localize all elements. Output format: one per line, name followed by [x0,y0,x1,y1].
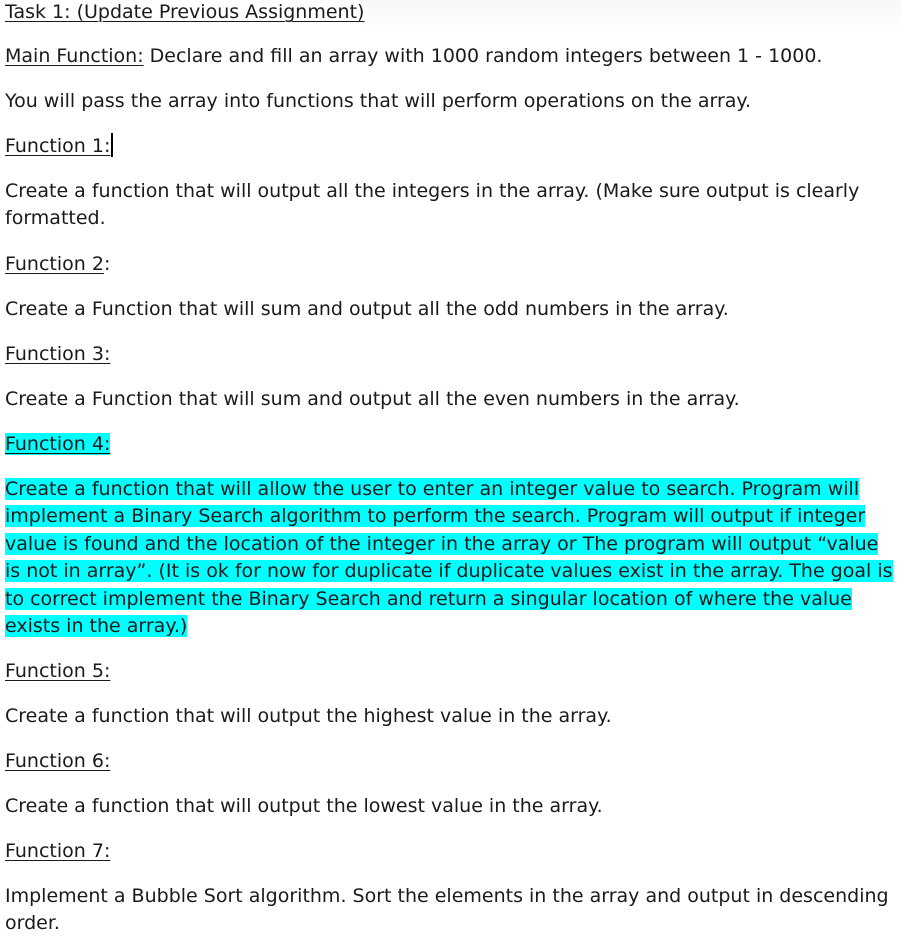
function-7-description: Implement a Bubble Sort algorithm. Sort the elements in the array and output in descending order. [5,885,889,935]
function-6-description: Create a function that will output the lowest value in the array. [5,795,603,817]
task-title-text: Task 1: (Update Previous Assignment) [5,1,365,23]
function-2-heading [5,251,110,278]
function-1-description: Create a function that will output all the integers in the array. (Make sure output is clearly formatted. [5,180,860,230]
function-1-heading [5,133,113,160]
main-function-label: Main Function: [5,45,144,67]
text-cursor [111,133,113,157]
task-title [5,0,364,26]
function-2-suffix: : [103,253,111,275]
main-function-text: Declare and fill an array with 1000 random integers between 1 - 1000. [143,45,823,67]
function-2-description: Create a Function that will sum and output all the odd numbers in the array. [5,298,729,320]
page-edge-shade [361,0,901,30]
function-4-heading [5,431,110,458]
intro-text: You will pass the array into functions that will perform operations on the array. [5,90,751,112]
function-4-label: Function 4: [5,433,111,455]
function-3-label: Function 3: [5,343,111,365]
function-3-description: Create a Function that will sum and output all the even numbers in the array. [5,388,740,410]
function-6-heading [5,748,110,775]
function-1-suffix: : [103,135,111,157]
function-4-description [5,476,897,640]
main-function-line [5,43,822,70]
function-3-heading [5,341,110,368]
function-1-label: Function 1 [5,135,104,157]
function-2-label: Function 2 [5,253,104,275]
function-7-label: Function 7: [5,840,111,862]
function-7-heading [5,838,110,865]
function-4-description-text: Create a function that will allow the user to enter an integer value to search. Program will implement a Binary Search algorithm to perform the search. Program will output if integer value is found and the location of the integer in the array or The program will output “value is not in array”. (It is ok for now for duplicate if duplicate values exist in the array. The goal is to correct implement the Binary Search and return a singular location of where the value exists in the array.) [5,478,893,638]
function-5-description: Create a function that will output the highest value in the array. [5,705,612,727]
function-5-heading [5,658,110,685]
function-5-label: Function 5: [5,660,111,682]
function-6-label: Function 6: [5,750,111,772]
